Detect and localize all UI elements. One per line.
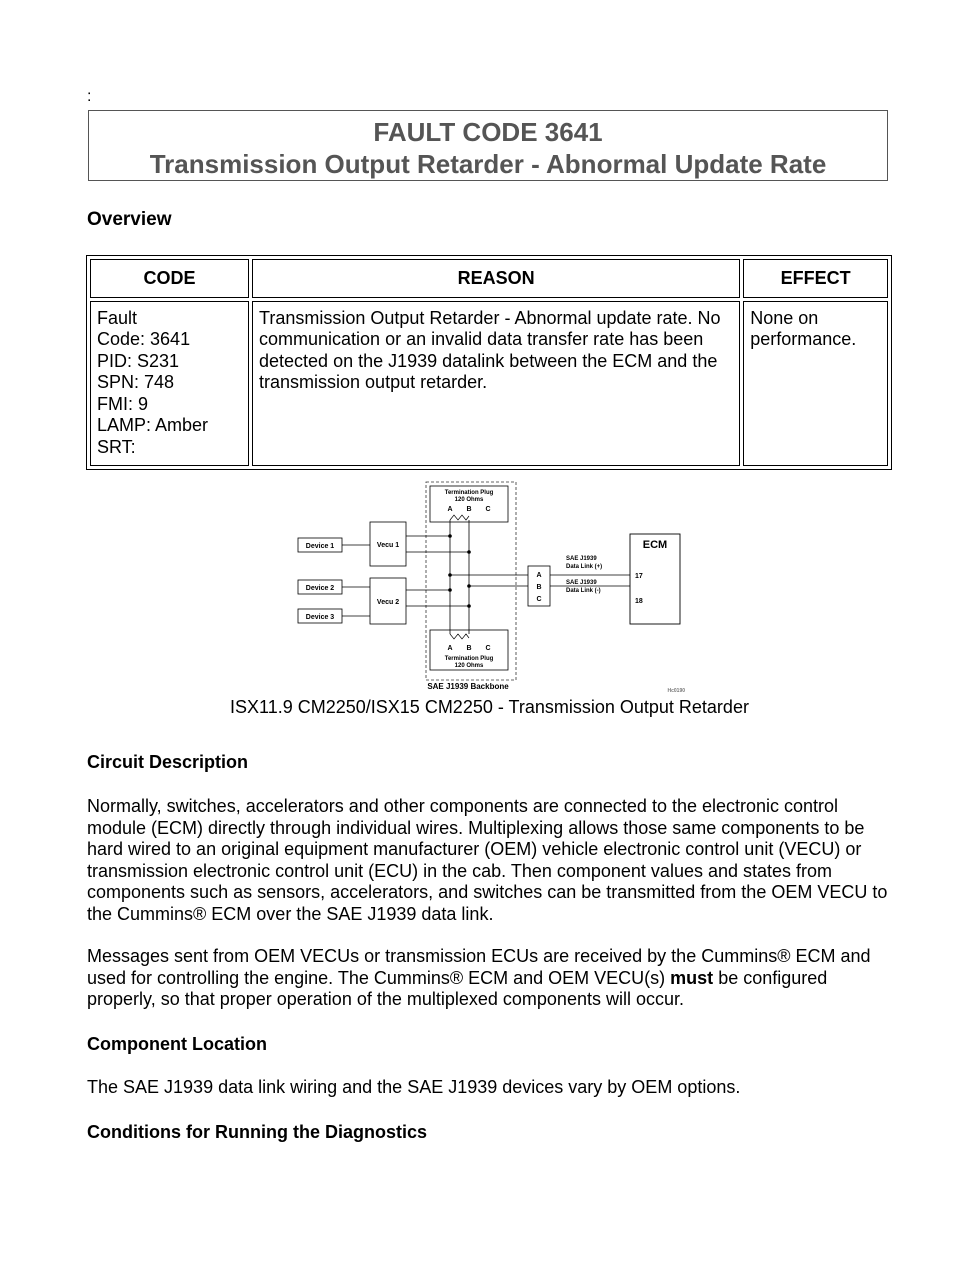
circuit-paragraph-2 xyxy=(87,946,897,1011)
device-1-label: Device 1 xyxy=(305,543,335,550)
p2-text-b: be configured properly, so that proper operation of the multiplexed components will occur. xyxy=(87,967,828,1009)
code-line: Fault xyxy=(97,307,138,328)
term-plug-top-label: Termination Plug xyxy=(444,490,494,496)
diagram-caption: ISX11.9 CM2250/ISX15 CM2250 - Transmission Output Retarder xyxy=(230,697,749,717)
data-link-minus-sub: Data Link (-) xyxy=(566,588,601,594)
device-2-label: Device 2 xyxy=(305,585,335,592)
code-line: LAMP: Amber xyxy=(97,415,209,435)
pin-c-label: C xyxy=(485,645,491,652)
pin-a-label: A xyxy=(447,645,453,652)
effect-cell: None on performance. xyxy=(743,301,888,466)
reason-cell: Transmission Output Retarder - Abnormal update rate. No communication or an invalid data transfer rate has been detected on the J1939 datalink between the ECM and the transmission output retarder. xyxy=(252,301,740,466)
ecm-label: ECM xyxy=(642,539,668,551)
code-line: SPN: 748 xyxy=(97,372,175,392)
component-location-paragraph: The SAE J1939 data link wiring and the SAE J1939 devices vary by OEM options. xyxy=(87,1077,741,1097)
fault-code-title: FAULT CODE 3641 xyxy=(373,117,603,147)
pin-c-label: C xyxy=(485,506,491,513)
pin-a-label: A xyxy=(447,506,453,513)
pin-b-label: B xyxy=(466,506,472,513)
j1939-wiring-diagram xyxy=(290,478,710,693)
connector-pin-c: C xyxy=(536,596,542,603)
backbone-label: SAE J1939 Backbone xyxy=(427,682,509,691)
connector-pin-a: A xyxy=(536,572,542,579)
conditions-heading: Conditions for Running the Diagnostics xyxy=(87,1122,427,1142)
circuit-paragraph-1: Normally, switches, accelerators and other components are connected to the electronic control module (ECM) directly through individual wires. Multiplexing allows those same components to be hard wired to an original equipment manufacturer (OEM) vehicle electronic control unit (VECU) or transmission electronic control unit (ECU) in the cab. Then component values and states from components such as sensors, accelerators, and switches can be transmitted from the OEM VECU to the Cummins® ECM over the SAE J1939 data link. xyxy=(87,796,888,924)
overview-table xyxy=(86,255,892,470)
p2-bold: must xyxy=(670,967,714,988)
term-plug-bottom-ohms: 120 Ohms xyxy=(454,663,484,669)
col-header-code: CODE xyxy=(90,259,249,298)
code-line: PID: S231 xyxy=(97,350,180,371)
pin-b-label: B xyxy=(466,645,472,652)
device-3-label: Device 3 xyxy=(305,614,335,621)
pin-17-label: 17 xyxy=(635,573,643,580)
diagram-ref: Hc0190 xyxy=(667,688,685,693)
code-line: SRT: xyxy=(97,436,136,457)
vecu-1-label: Vecu 1 xyxy=(376,542,400,549)
data-link-plus-label: SAE J1939 xyxy=(566,556,597,562)
pin-18-label: 18 xyxy=(635,598,643,605)
p2-text-a: Messages sent from OEM VECUs or transmission ECUs are received by the Cummins® ECM and used for controlling the engine. The Cummins® ECM and OEM VECU(s) xyxy=(87,946,871,988)
data-link-minus-label: SAE J1939 xyxy=(566,580,597,586)
fault-code-subtitle: Transmission Output Retarder - Abnormal Update Rate xyxy=(149,149,827,179)
overview-heading: Overview xyxy=(87,209,172,230)
connector-pin-b: B xyxy=(536,584,542,591)
data-link-plus-sub: Data Link (+) xyxy=(566,564,603,570)
component-location-heading: Component Location xyxy=(87,1034,267,1054)
leading-colon: : xyxy=(87,88,92,105)
term-plug-top-ohms: 120 Ohms xyxy=(454,497,484,503)
col-header-effect: EFFECT xyxy=(743,259,888,298)
term-plug-bottom-label: Termination Plug xyxy=(444,656,494,662)
code-line: Code: 3641 xyxy=(97,329,191,349)
circuit-description-heading: Circuit Description xyxy=(87,752,249,772)
code-line: FMI: 9 xyxy=(97,393,149,414)
code-cell xyxy=(90,301,249,466)
col-header-reason: REASON xyxy=(252,259,740,298)
title-box xyxy=(88,110,888,181)
vecu-2-label: Vecu 2 xyxy=(376,599,400,606)
